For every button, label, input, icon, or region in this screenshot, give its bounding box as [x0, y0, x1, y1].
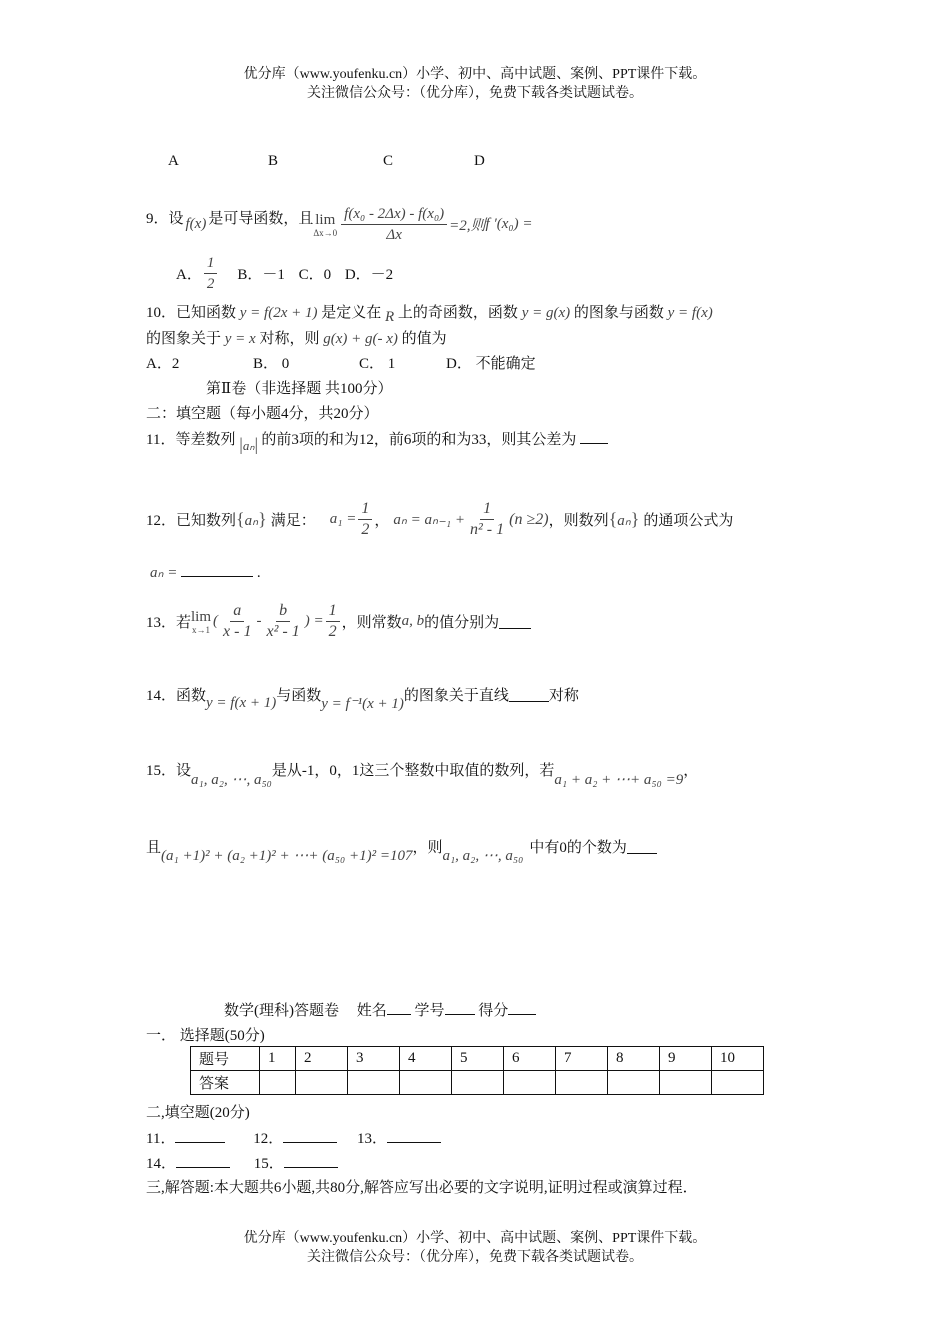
q10-R: R	[385, 309, 395, 325]
name-blank[interactable]	[387, 1000, 411, 1015]
blank-14-label: 14．	[146, 1156, 177, 1172]
q9-lim-word: lim	[315, 211, 336, 228]
option-label-d: D	[474, 153, 485, 169]
q12-sequence-1: {aₙ}	[236, 509, 267, 529]
row-head-label: 题号	[191, 1047, 260, 1071]
col-10: 10	[712, 1047, 764, 1071]
q12-comma: ，	[374, 513, 390, 529]
col-7: 7	[556, 1047, 608, 1071]
q12-half-den: 2	[361, 521, 370, 538]
q13-answer-blank[interactable]	[499, 614, 531, 629]
name-label: 姓名	[356, 1003, 387, 1019]
col-1: 1	[260, 1047, 296, 1071]
q14-f2: y = f⁻¹(x + 1)	[321, 696, 404, 712]
q12-a1: a₁ =	[329, 511, 357, 527]
answer-cell-6[interactable]	[504, 1071, 556, 1095]
q9-limit	[313, 212, 337, 238]
blank-12[interactable]	[283, 1128, 337, 1143]
question-15-line-1	[146, 750, 698, 789]
q9-denominator: Δx	[386, 227, 402, 243]
col-9: 9	[660, 1047, 712, 1071]
q13-fraction-1	[220, 601, 254, 642]
q15-text-e: ，则	[412, 840, 443, 856]
q10-text-f: 对称，则	[259, 331, 320, 347]
q13-f1-num: a	[230, 601, 244, 622]
q9-numerator: f(x₀ - 2Δx) - f(x₀)	[341, 204, 447, 225]
q9-options	[176, 253, 393, 294]
q10-f1: y = f(2x + 1)	[239, 305, 318, 321]
q9-options-rest: B．－1 C．0 D．－2	[237, 267, 394, 283]
q10-option-b: B． 0	[253, 356, 290, 372]
col-5: 5	[452, 1047, 504, 1071]
q14-text-a: 14．函数	[146, 688, 207, 704]
col-4: 4	[400, 1047, 452, 1071]
q9-fraction	[341, 204, 447, 245]
q12-condition: (n ≥2)	[509, 510, 549, 528]
q13-half-den: 2	[328, 623, 337, 640]
q10-text-a: 10．已知函数	[146, 305, 237, 321]
answer-cell-4[interactable]	[400, 1071, 452, 1095]
q14-answer-blank[interactable]	[509, 687, 549, 702]
footer-line-2: 关注微信公众号：（优分库），免费下载各类试题试卷。	[307, 1250, 643, 1265]
q14-f1: y = f(x + 1)	[206, 695, 277, 711]
q13-text-b: ，则常数	[341, 615, 402, 631]
q13-text-a: 13．若	[146, 615, 192, 631]
q12-end: .	[256, 565, 261, 581]
question-12	[146, 499, 733, 540]
q11-text-a: 11．等差数列	[146, 432, 236, 448]
answer-cell-7[interactable]	[556, 1071, 608, 1095]
q12-an-1: aₙ	[244, 513, 259, 529]
id-label: 学号	[414, 1003, 445, 1019]
q14-text-b: 与函数	[276, 688, 322, 704]
question-10-line-2	[146, 327, 447, 348]
q9-opt-a-den: 2	[206, 276, 215, 292]
q15-squares: (a₁ +1)² + (a₂ +1)² + ⋯+ (a₅₀ +1)² =107	[161, 848, 413, 864]
q13-lim-under: x→1	[192, 624, 211, 635]
option-label-b: B	[268, 153, 279, 169]
col-3: 3	[348, 1047, 400, 1071]
q15-text-f: 中有0的个数为	[529, 840, 627, 856]
q10-text-b: 是定义在	[321, 305, 382, 321]
col-6: 6	[504, 1047, 556, 1071]
q10-g: y = g(x)	[521, 305, 571, 321]
q10-text-c: 上的奇函数，函数	[397, 305, 518, 321]
q12-answer-line	[150, 562, 261, 582]
answer-cell-1[interactable]	[260, 1071, 296, 1095]
q13-text-c: 的值分别为	[424, 615, 500, 631]
id-blank[interactable]	[445, 1000, 475, 1015]
q9-num: 9．设	[146, 211, 184, 227]
blank-12-label: 12．	[253, 1131, 284, 1147]
q12-text-c: ，则数列	[548, 513, 609, 529]
q11-an: aₙ	[242, 438, 255, 453]
q13-equals: ) =	[304, 613, 324, 629]
q10-option-c: C． 1	[359, 356, 396, 372]
question-11	[146, 428, 608, 455]
option-label-a: A	[168, 153, 179, 169]
question-10-line-1	[146, 301, 713, 326]
q12-text-b: 满足：	[270, 513, 316, 529]
blank-15-label: 15．	[253, 1156, 284, 1172]
blank-15[interactable]	[284, 1153, 338, 1168]
fill-blanks-row-1	[146, 1127, 441, 1148]
footer-line-1: 优分库（www.youfenku.cn）小学、初中、高中试题、案例、PPT课件下载。	[243, 1231, 707, 1246]
q11-text-b: 的前3项的和为12，前6项的和为33，则其公差为	[261, 432, 577, 448]
answer-cell-10[interactable]	[712, 1071, 764, 1095]
answer-cell-5[interactable]	[452, 1071, 504, 1095]
q13-limit	[191, 609, 211, 635]
q10-option-a: A．2	[146, 356, 180, 372]
question-14	[146, 676, 579, 713]
q15-answer-blank[interactable]	[627, 839, 657, 854]
q15-sequence: a₁, a₂, ⋯, a₅₀	[191, 772, 272, 788]
q13-fraction-2	[263, 601, 302, 642]
q10-text-e: 的图象关于	[146, 331, 222, 347]
blank-11-label: 11．	[146, 1131, 176, 1147]
q12-half-num: 1	[358, 499, 372, 520]
answer-table	[190, 1046, 764, 1095]
col-8: 8	[608, 1047, 660, 1071]
q10-f2: y = f(x)	[667, 305, 713, 321]
q15-text-c: ，	[683, 763, 699, 779]
q11-sequence: |aₙ|	[239, 434, 259, 454]
header-line-2: 关注微信公众号：（优分库），免费下载各类试题试卷。	[307, 86, 643, 101]
answer-table-header-row	[191, 1047, 764, 1071]
q12-an-2: aₙ	[617, 513, 631, 529]
section-2-title: 二,填空题(20分)	[146, 1105, 250, 1121]
q9-opt-a-num: 1	[204, 253, 218, 274]
q12-text-d: 的通项公式为	[643, 513, 734, 529]
blank-13-label: 13．	[356, 1131, 387, 1147]
answer-sheet-header	[224, 999, 536, 1020]
row-ans-label: 答案	[191, 1071, 260, 1095]
q13-f1-den: x - 1	[223, 623, 252, 640]
question-15-line-2	[146, 828, 657, 865]
q13-f2-den: x² - 1	[266, 623, 300, 640]
blank-11[interactable]	[175, 1128, 225, 1143]
answer-cell-9[interactable]	[660, 1071, 712, 1095]
q10-expr: g(x) + g(- x)	[323, 331, 398, 347]
answer-cell-8[interactable]	[608, 1071, 660, 1095]
q15-sequence-2: a₁, a₂, ⋯, a₅₀	[442, 848, 524, 864]
q15-sum: a₁ + a₂ + ⋯+ a₅₀ =9	[554, 772, 684, 788]
part-2-title: 第Ⅱ卷（非选择题 共100分）	[206, 381, 393, 397]
q13-half-num: 1	[326, 601, 340, 622]
q9-rhs: =2,则	[449, 218, 486, 234]
answer-cell-3[interactable]	[348, 1071, 400, 1095]
q10-option-d: D． 不能确定	[446, 356, 536, 372]
q12-frac-den: n² - 1	[470, 521, 505, 538]
q13-ab: a, b	[401, 613, 425, 629]
option-label-c: C	[383, 153, 394, 169]
q9-lim-under: Δx→0	[313, 227, 338, 238]
q13-f2-num: b	[276, 601, 290, 622]
blank-14[interactable]	[176, 1153, 230, 1168]
q12-recurrence: aₙ = aₙ₋₁ +	[393, 512, 465, 528]
section-1-title: 一． 选择题(50分)	[146, 1028, 265, 1044]
score-label: 得分	[478, 1003, 509, 1019]
col-2: 2	[296, 1047, 348, 1071]
answer-sheet-title: 数学(理科)答题卷	[224, 1003, 339, 1019]
answer-table-answer-row	[191, 1071, 764, 1095]
question-9	[146, 190, 532, 245]
header-line-1: 优分库（www.youfenku.cn）小学、初中、高中试题、案例、PPT课件下载。	[243, 67, 707, 82]
q12-frac-num: 1	[480, 499, 494, 520]
q15-text-a: 15．设	[146, 763, 192, 779]
q12-half	[358, 499, 372, 540]
q14-text-c: 的图象关于直线	[403, 688, 509, 704]
answer-cell-2[interactable]	[296, 1071, 348, 1095]
q15-text-d: 且	[146, 840, 162, 856]
q9-option-a-fraction	[204, 253, 218, 294]
q9-option-a: A．	[176, 267, 202, 283]
q9-mid: 是可导函数，且	[208, 211, 314, 227]
fill-blanks-row-2	[146, 1152, 338, 1173]
q13-minus: -	[256, 613, 262, 629]
q13-lim-word: lim	[191, 608, 212, 625]
q10-text-g: 的值为	[401, 331, 447, 347]
q9-ask: f ′(x₀) =	[485, 216, 533, 232]
section-3-title: 三,解答题:本大题共6小题,共80分,解答应写出必要的文字说明,证明过程或演算过程．	[146, 1180, 698, 1196]
q11-answer-blank[interactable]	[580, 429, 608, 444]
q12-answer-blank[interactable]	[181, 562, 253, 577]
q12-fraction	[467, 499, 507, 540]
q15-text-b: 是从-1，0，1这三个整数中取值的数列，若	[271, 763, 555, 779]
q12-sequence-2: {aₙ}	[608, 509, 640, 529]
q10-yx: y = x	[224, 331, 256, 347]
score-blank[interactable]	[508, 1000, 536, 1015]
fill-section-title: 二：填空题（每小题4分，共20分）	[146, 406, 379, 422]
q9-fx: f(x)	[185, 216, 207, 232]
q12-text-a: 12．已知数列	[146, 513, 237, 529]
blank-13[interactable]	[387, 1128, 441, 1143]
q14-text-d: 对称	[548, 688, 579, 704]
q12-answer-lhs: aₙ =	[150, 565, 178, 581]
question-13: 13．若 lim x→1 ( $\frac{a}{x - 1}$ - $\frac{b}{\text{x² - 1}}$ ) = $\frac{1}{2}$ ，则常数 a, b 的值分别为	[146, 601, 531, 642]
q13-half	[326, 601, 340, 642]
q10-text-d: 的图象与函数	[573, 305, 664, 321]
